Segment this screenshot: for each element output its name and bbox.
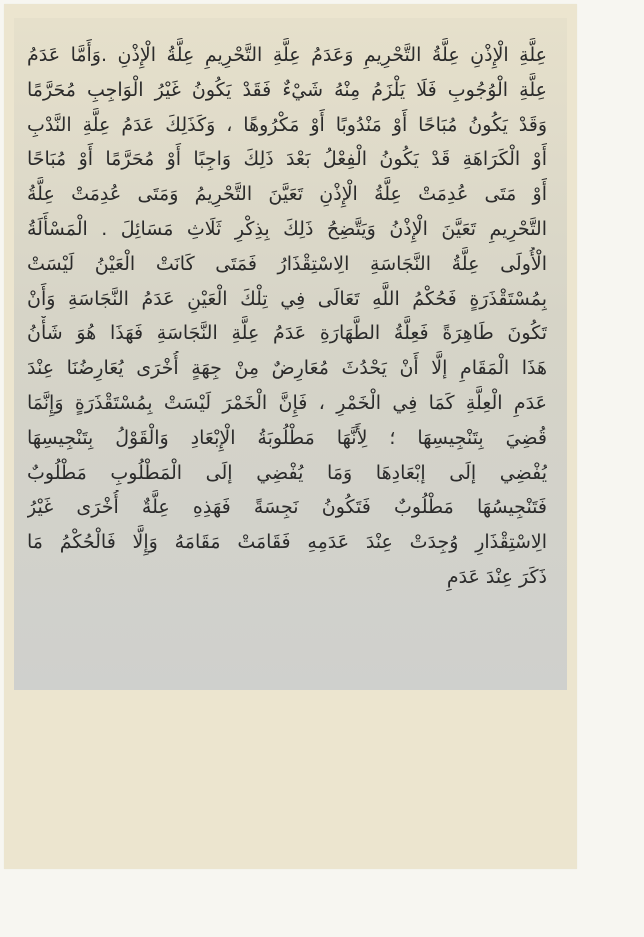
text-line: تَكُونَ طَاهِرَةً فَعِلَّةُ الطَّهَارَةِ عَدَمُ عِلَّةِ النَّجَاسَةِ فَهَذَا هُوَ شَأْنُ xyxy=(27,322,547,345)
text-line: أَوْ مَتَى عُدِمَتْ عِلَّةُ الْإِذْنِ تَعَيَّنَ التَّحْرِيمُ وَمَتَى عُدِمَتْ عِلَّةُ xyxy=(27,183,547,206)
text-line: التَّحْرِيمِ تَعَيَّنَ الْإِذْنُ وَيَتَّضِحُ ذَلِكَ بِذِكْرِ ثَلَاثِ مَسَائِلَ . الْمَسْأَلَةُ xyxy=(27,217,547,240)
text-line: الْأُولَى عِلَّةُ النَّجَاسَةِ الِاسْتِقْذَارُ فَمَتَى كَانَتْ الْعَيْنُ لَيْسَتْ xyxy=(27,252,547,275)
text-line: هَذَا الْمَقَامِ إلَّا أَنْ يَحْدُثَ مُعَارِضٌ مِنْ جِهَةٍ أُخْرَى يُعَارِضُنَا عِنْدَ xyxy=(27,357,547,380)
text-line: عِلَّةِ الْإِذْنِ عِلَّةُ التَّحْرِيمِ وَعَدَمُ عِلَّةِ التَّحْرِيمِ عِلَّةُ الْإِذْنِ .وَأَمَّا عَدَمُ xyxy=(27,44,547,66)
text-line: ذَكَرَ عِنْدَ عَدَمِ xyxy=(446,565,547,588)
text-line: بِمُسْتَقْذَرَةٍ فَحُكْمُ اللَّهِ تَعَالَى فِي تِلْكَ الْعَيْنِ عَدَمُ النَّجَاسَةِ وَأَنْ xyxy=(27,287,547,310)
text-line: الِاسْتِقْذَارِ وُجِدَتْ عِنْدَ عَدَمِهِ فَقَامَتْ مَقَامَهُ وَإِلَّا فَالْحُكْمُ مَا xyxy=(27,531,547,554)
text-line: أَوْ الْكَرَاهَةِ قَدْ يَكُونُ الْفِعْلُ بَعْدَ ذَلِكَ وَاجِبًا أَوْ مُحَرَّمًا أَوْ مُبَاحًا xyxy=(27,148,547,171)
text-line: عَدَمِ الْعِلَّةِ كَمَا فِي الْخَمْرِ ، فَإِنَّ الْخَمْرَ لَيْسَتْ بِمُسْتَقْذَرَةٍ وَإِنَّمَا xyxy=(27,391,547,414)
text-line: وَقَدْ يَكُونُ مُبَاحًا أَوْ مَنْدُوبًا أَوْ مَكْرُوهًا ، وَكَذَلِكَ عَدَمُ عِلَّةِ النَّدْبِ xyxy=(27,113,547,136)
text-line: قُضِيَ بِتَنْجِيسِهَا ؛ لِأَنَّهَا مَطْلُوبَةُ الْإِبْعَادِ وَالْقَوْلُ بِتَنْجِيسِهَا xyxy=(27,426,547,449)
text-line: فَتَنْجِيسُهَا مَطْلُوبٌ فَتَكُونُ نَجِسَةً فَهَذِهِ عِلَّةٌ أُخْرَى غَيْرُ xyxy=(27,496,547,519)
arabic-paragraph xyxy=(27,38,547,595)
text-line: عِلَّةِ الْوُجُوبِ فَلَا يَلْزَمُ مِنْهُ شَيْءٌ فَقَدْ يَكُونُ غَيْرُ الْوَاجِبِ مُحَرَّمًا xyxy=(27,78,547,101)
page-card xyxy=(4,4,577,869)
text-panel xyxy=(14,18,567,690)
text-line: يُفْضِي إلَى إبْعَادِهَا وَمَا يُفْضِي إلَى الْمَطْلُوبِ مَطْلُوبٌ xyxy=(27,461,547,484)
